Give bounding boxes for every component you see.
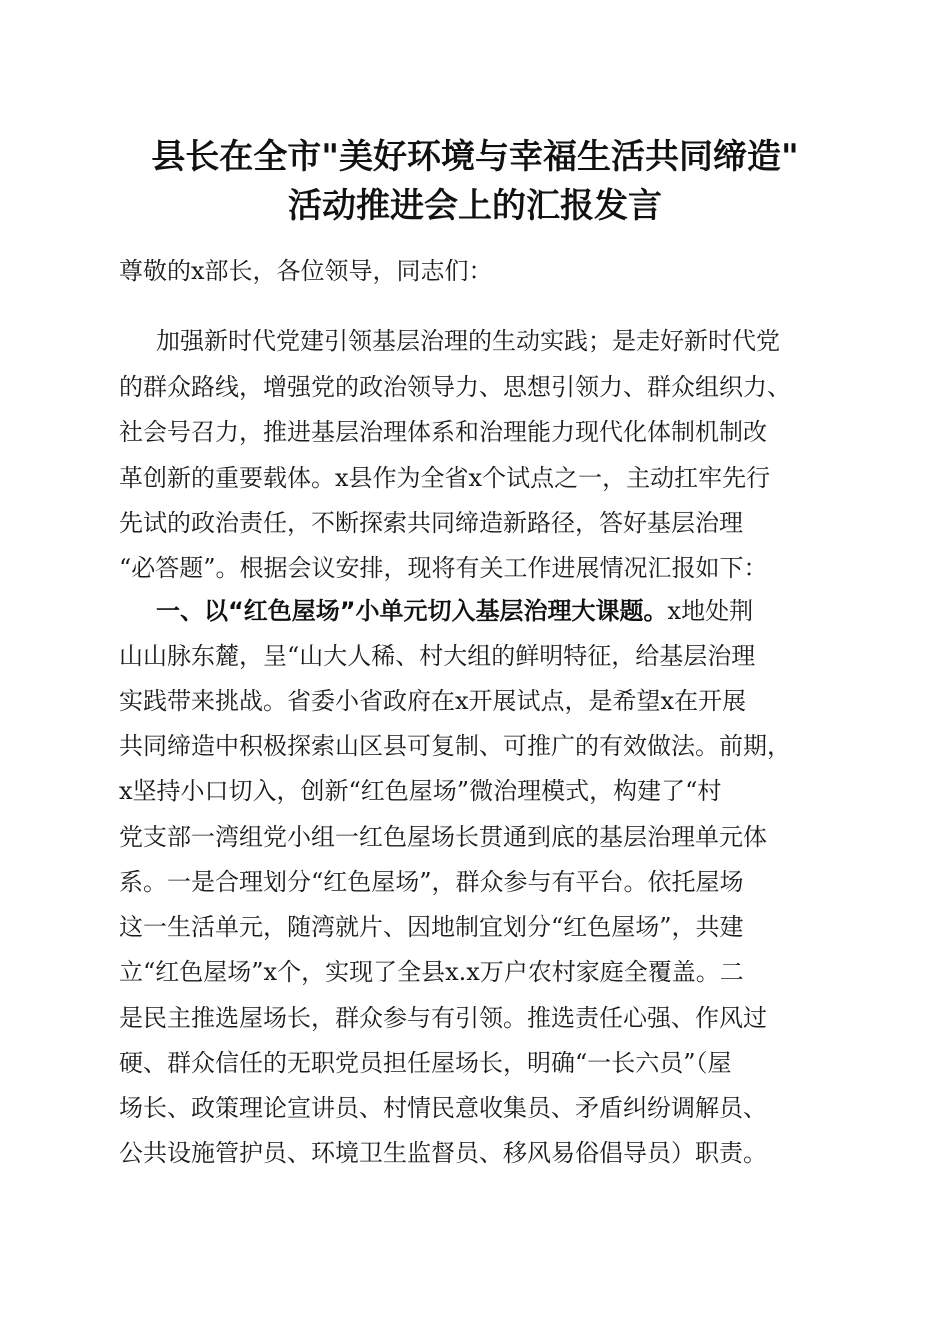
paragraph-line: 实践带来挑战。省委小省政府在x开展试点，是希望x在开展 <box>119 687 747 715</box>
paragraph-line: 系。一是合理划分“红色屋场”，群众参与有平台。依托屋场 <box>119 868 744 896</box>
paragraph-line: 这一生活单元，随湾就片、因地制宜划分“红色屋场”，共建 <box>119 913 744 941</box>
paragraph-line: 山山脉东麓，呈“山大人稀、村大组的鲜明特征，给基层治理 <box>119 642 756 670</box>
paragraph-line: 是民主推选屋场长，群众参与有引领。推选责任心强、作风过 <box>119 1004 767 1032</box>
salutation: 尊敬的x部长，各位领导，同志们： <box>119 257 493 285</box>
paragraph-line: 场长、政策理论宣讲员、村情民意收集员、矛盾纠纷调解员、 <box>119 1094 767 1122</box>
paragraph-line: 硬、群众信任的无职党员担任屋场长，明确“一长六员”（屋 <box>119 1049 732 1077</box>
paragraph-line: 的群众路线，增强党的政治领导力、思想引领力、群众组织力、 <box>119 373 791 401</box>
document-title-line-1: 县长在全市"美好环境与幸福生活共同缔造" <box>151 137 799 177</box>
section-1-first-tail: x地处荆 <box>667 597 754 625</box>
paragraph-line: 公共设施管护员、环境卫生监督员、移风易俗倡导员）职责。 <box>119 1139 767 1167</box>
paragraph-line: x坚持小口切入，创新“红色屋场”微治理模式，构建了“村 <box>119 777 722 805</box>
paragraph-line: 加强新时代党建引领基层治理的生动实践；是走好新时代党 <box>156 327 780 355</box>
paragraph-line: 党支部一湾组党小组一红色屋场长贯通到底的基层治理单元体 <box>119 823 767 851</box>
paragraph-line: 社会号召力，推进基层治理体系和治理能力现代化体制机制改 <box>119 418 767 446</box>
paragraph-line: 立“红色屋场”x个，实现了全县x.x万户农村家庭全覆盖。二 <box>119 958 744 986</box>
document-title-line-2: 活动推进会上的汇报发言 <box>288 186 662 226</box>
section-1-first-line <box>156 596 753 626</box>
paragraph-line: 共同缔造中积极探索山区县可复制、可推广的有效做法。前期， <box>119 732 791 760</box>
paragraph-line: 革创新的重要载体。x县作为全省x个试点之一，主动扛牢先行 <box>119 464 771 492</box>
paragraph-line: “必答题”。根据会议安排，现将有关工作进展情况汇报如下： <box>119 554 768 582</box>
paragraph-line: 先试的政治责任，不断探索共同缔造新路径，答好基层治理 <box>119 509 743 537</box>
section-1-heading: 一、以“红色屋场”小单元切入基层治理大课题。 <box>156 597 668 625</box>
